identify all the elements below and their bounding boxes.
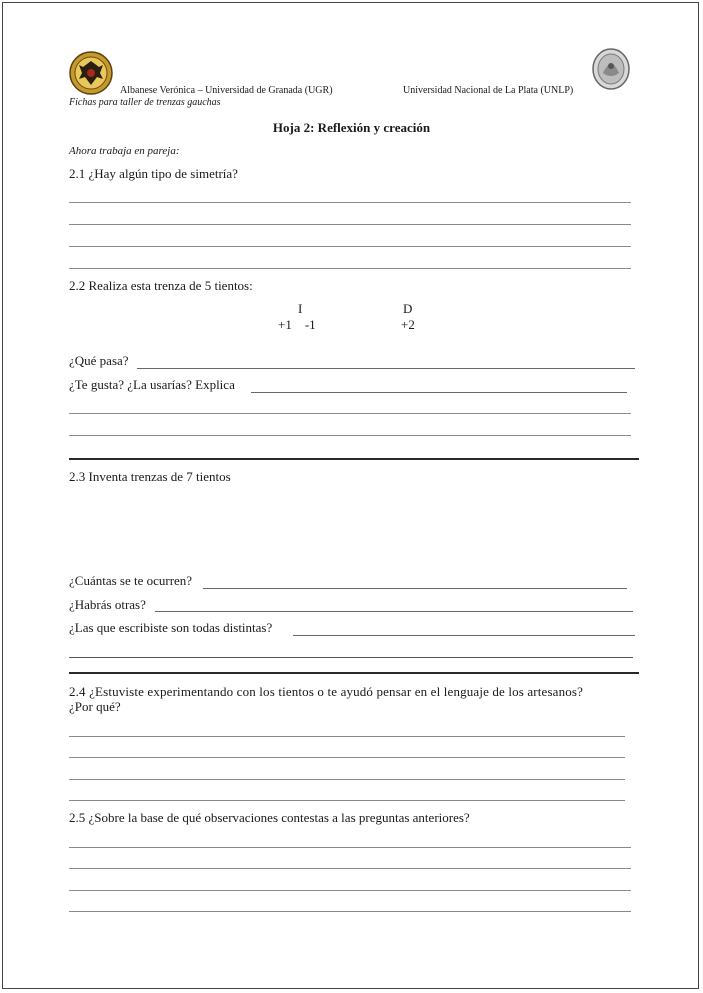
header-author: Albanese Verónica – Universidad de Granada (UGR) <box>120 85 333 96</box>
answer-line[interactable] <box>69 224 631 225</box>
page-title: Hoja 2: Reflexión y creación <box>272 120 431 135</box>
answer-line[interactable] <box>69 800 625 801</box>
answer-line[interactable] <box>69 202 631 203</box>
answer-line[interactable] <box>155 611 633 612</box>
header-subtitle: Fichas para taller de trenzas gauchas <box>69 97 221 108</box>
worksheet-page <box>2 2 699 989</box>
answer-line[interactable] <box>293 635 635 636</box>
braid-right-moves: +2 <box>401 317 415 332</box>
unlp-seal-icon <box>591 47 631 91</box>
answer-line[interactable] <box>69 435 631 436</box>
braid-right-label: D <box>403 301 413 316</box>
question-2-3: 2.3 Inventa trenzas de 7 tientos <box>69 469 231 484</box>
braid-left-moves: +1 -1 <box>278 317 316 332</box>
question-how-many: ¿Cuántas se te ocurren? <box>69 573 193 588</box>
section-divider <box>69 458 639 460</box>
answer-line[interactable] <box>69 847 631 848</box>
section-divider <box>69 672 639 674</box>
answer-line[interactable] <box>69 911 631 912</box>
braid-left-label: I <box>298 301 303 316</box>
answer-line[interactable] <box>69 246 631 247</box>
question-what-happens: ¿Qué pasa? <box>69 353 129 368</box>
question-2-1: 2.1 ¿Hay algún tipo de simetría? <box>69 166 238 181</box>
answer-line[interactable] <box>69 779 625 780</box>
question-distinct: ¿Las que escribiste son todas distintas? <box>69 620 273 635</box>
answer-line[interactable] <box>69 868 631 869</box>
answer-line[interactable] <box>69 268 631 269</box>
question-2-4-why: ¿Por qué? <box>69 699 121 714</box>
answer-line[interactable] <box>203 588 627 589</box>
answer-line[interactable] <box>69 757 625 758</box>
answer-line[interactable] <box>69 657 633 658</box>
header-institution: Universidad Nacional de La Plata (UNLP) <box>403 85 574 96</box>
question-like-it: ¿Te gusta? ¿La usarías? Explica <box>69 377 235 392</box>
instruction-text: Ahora trabaja en pareja: <box>69 145 180 157</box>
question-others: ¿Habrás otras? <box>69 597 146 612</box>
answer-line[interactable] <box>69 736 625 737</box>
answer-line[interactable] <box>251 392 627 393</box>
question-2-4: 2.4 ¿Estuviste experimentando con los tientos o te ayudó pensar en el lenguaje de los artesanos? <box>69 684 584 699</box>
question-2-2: 2.2 Realiza esta trenza de 5 tientos: <box>69 278 253 293</box>
ugr-coat-of-arms-icon <box>69 51 113 95</box>
answer-line[interactable] <box>69 413 631 414</box>
question-2-5: 2.5 ¿Sobre la base de qué observaciones contestas a las preguntas anteriores? <box>69 810 470 825</box>
answer-line[interactable] <box>137 368 635 369</box>
answer-line[interactable] <box>69 890 631 891</box>
